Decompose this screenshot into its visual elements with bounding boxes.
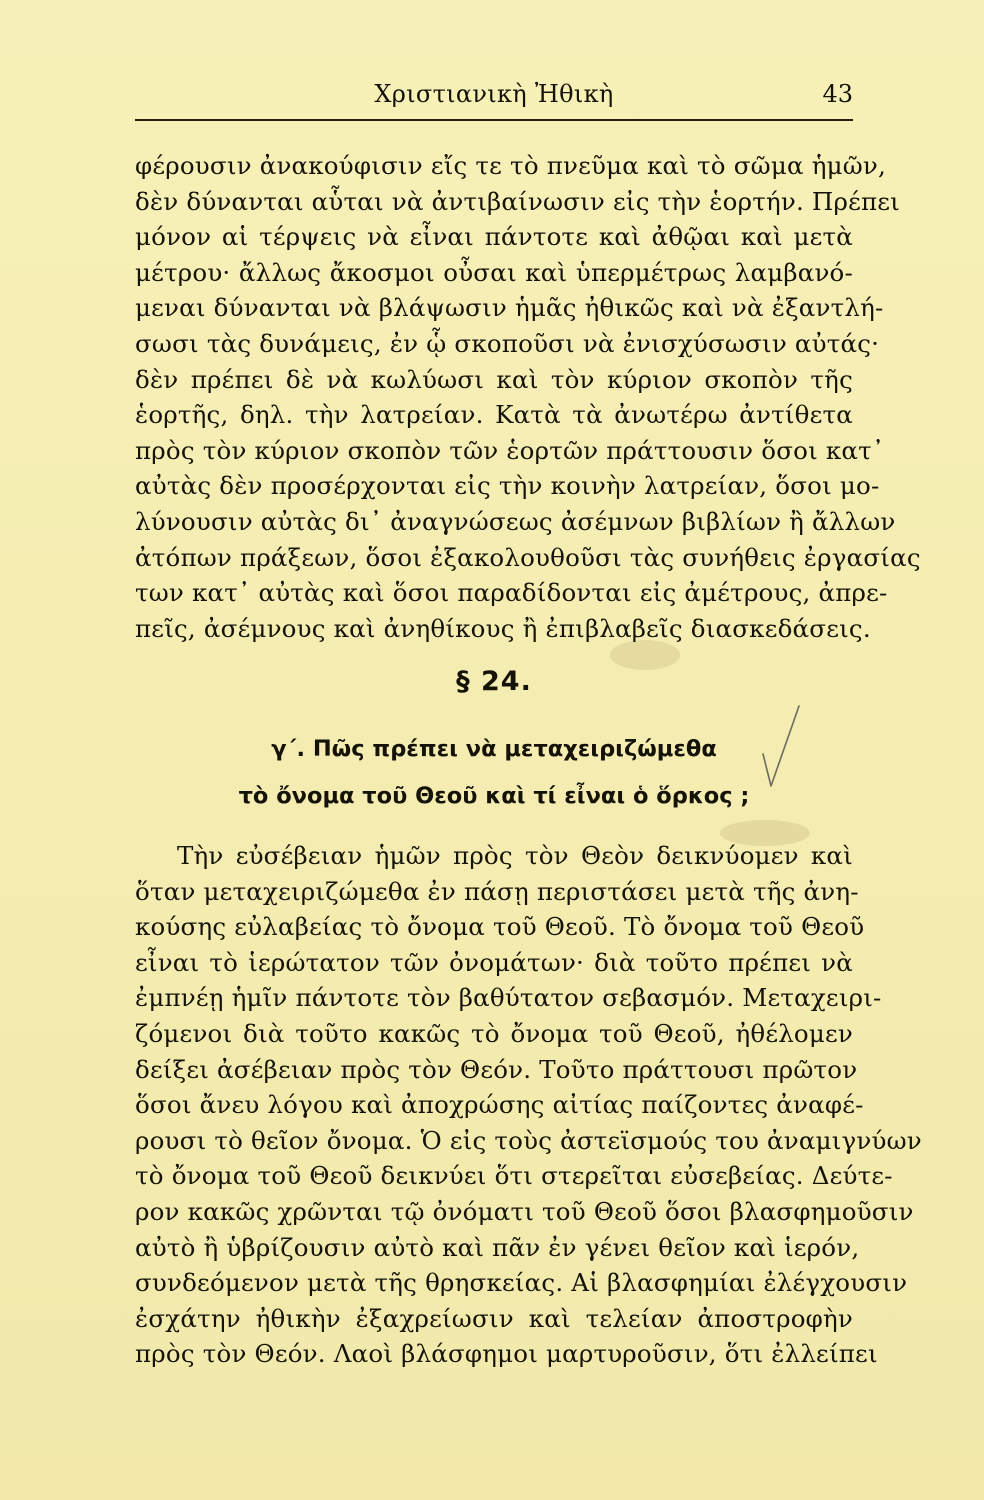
- text-line: ἀτόπων πράξεων, ὅσοι ἐξακολουθοῦσι τὰς συνήθεις ἐργασίας: [135, 542, 921, 572]
- running-head: [135, 80, 853, 120]
- text-line: μεναι δύνανται νὰ βλάψωσιν ἡμᾶς ἠθικῶς καὶ νὰ ἐξαντλή-: [135, 293, 884, 323]
- text-line: φέρουσιν ἀνακούφισιν εἴς τε τὸ πνεῦμα καὶ τὸ σῶμα ἡμῶν,: [135, 151, 886, 180]
- text-line: ρον κακῶς χρῶνται τῷ ὀνόματι τοῦ Θεοῦ ὅσοι βλασφημοῦσιν: [135, 1196, 914, 1226]
- paragraph-2: [135, 838, 922, 1372]
- section-heading-line: τὸ ὄνομα τοῦ Θεοῦ καὶ τί εἶναι ὁ ὅρκος ;: [238, 783, 750, 809]
- text-line: Τὴν εὐσέβειαν ἡμῶν πρὸς τὸν Θεὸν δεικνύομεν καὶ: [177, 841, 853, 870]
- text-line: δείξει ἀσέβειαν πρὸς τὸν Θεόν. Τοῦτο πράττουσι πρῶτον: [135, 1054, 858, 1084]
- section-heading: [135, 726, 853, 820]
- text-line: των κατ᾽ αὐτὰς καὶ ὅσοι παραδίδονται εἰς ἀμέτρους, ἀπρε-: [135, 578, 888, 608]
- text-line: πρὸς τὸν Θεόν. Λαοὶ βλάσφημοι μαρτυροῦσιν, ὅτι ἐλλείπει: [135, 1339, 878, 1369]
- text-line: τὸ ὄνομα τοῦ Θεοῦ δεικνύει ὅτι στερεῖται εὐσεβείας. Δεύτε-: [135, 1161, 893, 1191]
- text-line: σωσι τὰς δυνάμεις, ἐν ᾧ σκοποῦσι νὰ ἐνισχύσωσιν αὐτάς·: [135, 328, 880, 358]
- text-line: δὲν δύνανται αὗται νὰ ἀντιβαίνωσιν εἰς τὴν ἑορτήν. Πρέπει: [135, 186, 900, 216]
- header-rule: [135, 119, 853, 121]
- text-line: κούσης εὐλαβείας τὸ ὄνομα τοῦ Θεοῦ. Τὸ ὄνομα τοῦ Θεοῦ: [135, 912, 865, 942]
- section-heading-line: γ΄. Πῶς πρέπει νὰ μεταχειριζώμεθα: [271, 736, 717, 762]
- running-title: Χριστιανικὴ Ἠθικὴ: [374, 80, 614, 108]
- text-line: ὅσοι ἄνευ λόγου καὶ ἀποχρώσης αἰτίας παίζοντες ἀναφέ-: [135, 1090, 864, 1120]
- text-line: ἑορτῆς, δηλ. τὴν λατρείαν. Κατὰ τὰ ἀνωτέρω ἀντίθετα: [135, 400, 853, 430]
- text-line: εἶναι τὸ ἱερώτατον τῶν ὀνομάτων· διὰ τοῦτο πρέπει νὰ: [135, 947, 853, 977]
- text-line: λύνουσιν αὐτὰς δι᾽ ἀναγνώσεως ἀσέμνων βιβλίων ἢ ἄλλων: [135, 506, 896, 536]
- handwritten-check-mark: [755, 702, 805, 792]
- text-line: ἐσχάτην ἠθικὴν ἐξαχρείωσιν καὶ τελείαν ἀποστροφὴν: [135, 1303, 853, 1333]
- text-line: αὐτὰς δὲν προσέρχονται εἰς τὴν κοινὴν λατρείαν, ὅσοι μο-: [135, 471, 880, 501]
- text-line: ζόμενοι διὰ τοῦτο κακῶς τὸ ὄνομα τοῦ Θεοῦ, ἠθέλομεν: [135, 1018, 853, 1048]
- text-line: συνδεόμενον μετὰ τῆς θρησκείας. Αἱ βλασφημίαι ἐλέγχουσιν: [135, 1268, 908, 1298]
- text-line: πεῖς, ἀσέμνους καὶ ἀνηθίκους ἢ ἐπιβλαβεῖς διασκεδάσεις.: [135, 613, 871, 643]
- text-line: πρὸς τὸν κύριον σκοπὸν τῶν ἑορτῶν πράττουσιν ὅσοι κατ᾽: [135, 435, 885, 465]
- text-line: ὅταν μεταχειριζώμεθα ἐν πάσῃ περιστάσει μετὰ τῆς ἀνη-: [135, 876, 859, 906]
- paragraph-1: [135, 148, 921, 646]
- text-line: ἐμπνέῃ ἡμῖν πάντοτε τὸν βαθύτατον σεβασμόν. Μεταχειρι-: [135, 983, 882, 1013]
- text-line: δὲν πρέπει δὲ νὰ κωλύωσι καὶ τὸν κύριον σκοπὸν τῆς: [135, 364, 853, 394]
- text-line: μέτρου· ἄλλως ἄκοσμοι οὖσαι καὶ ὑπερμέτρως λαμβανό-: [135, 257, 853, 287]
- text-line: ρουσι τὸ θεῖον ὄνομα. Ὁ εἰς τοὺς ἀστεϊσμούς του ἀναμιγνύων: [135, 1125, 922, 1155]
- section-number: § 24.: [456, 666, 532, 697]
- page-number: 43: [822, 80, 853, 108]
- text-line: αὐτὸ ἢ ὑβρίζουσιν αὐτὸ καὶ πᾶν ἐν γένει θεῖον καὶ ἱερόν,: [135, 1232, 860, 1262]
- text-line: μόνον αἱ τέρψεις νὰ εἶναι πάντοτε καὶ ἀθῷαι καὶ μετὰ: [135, 222, 853, 252]
